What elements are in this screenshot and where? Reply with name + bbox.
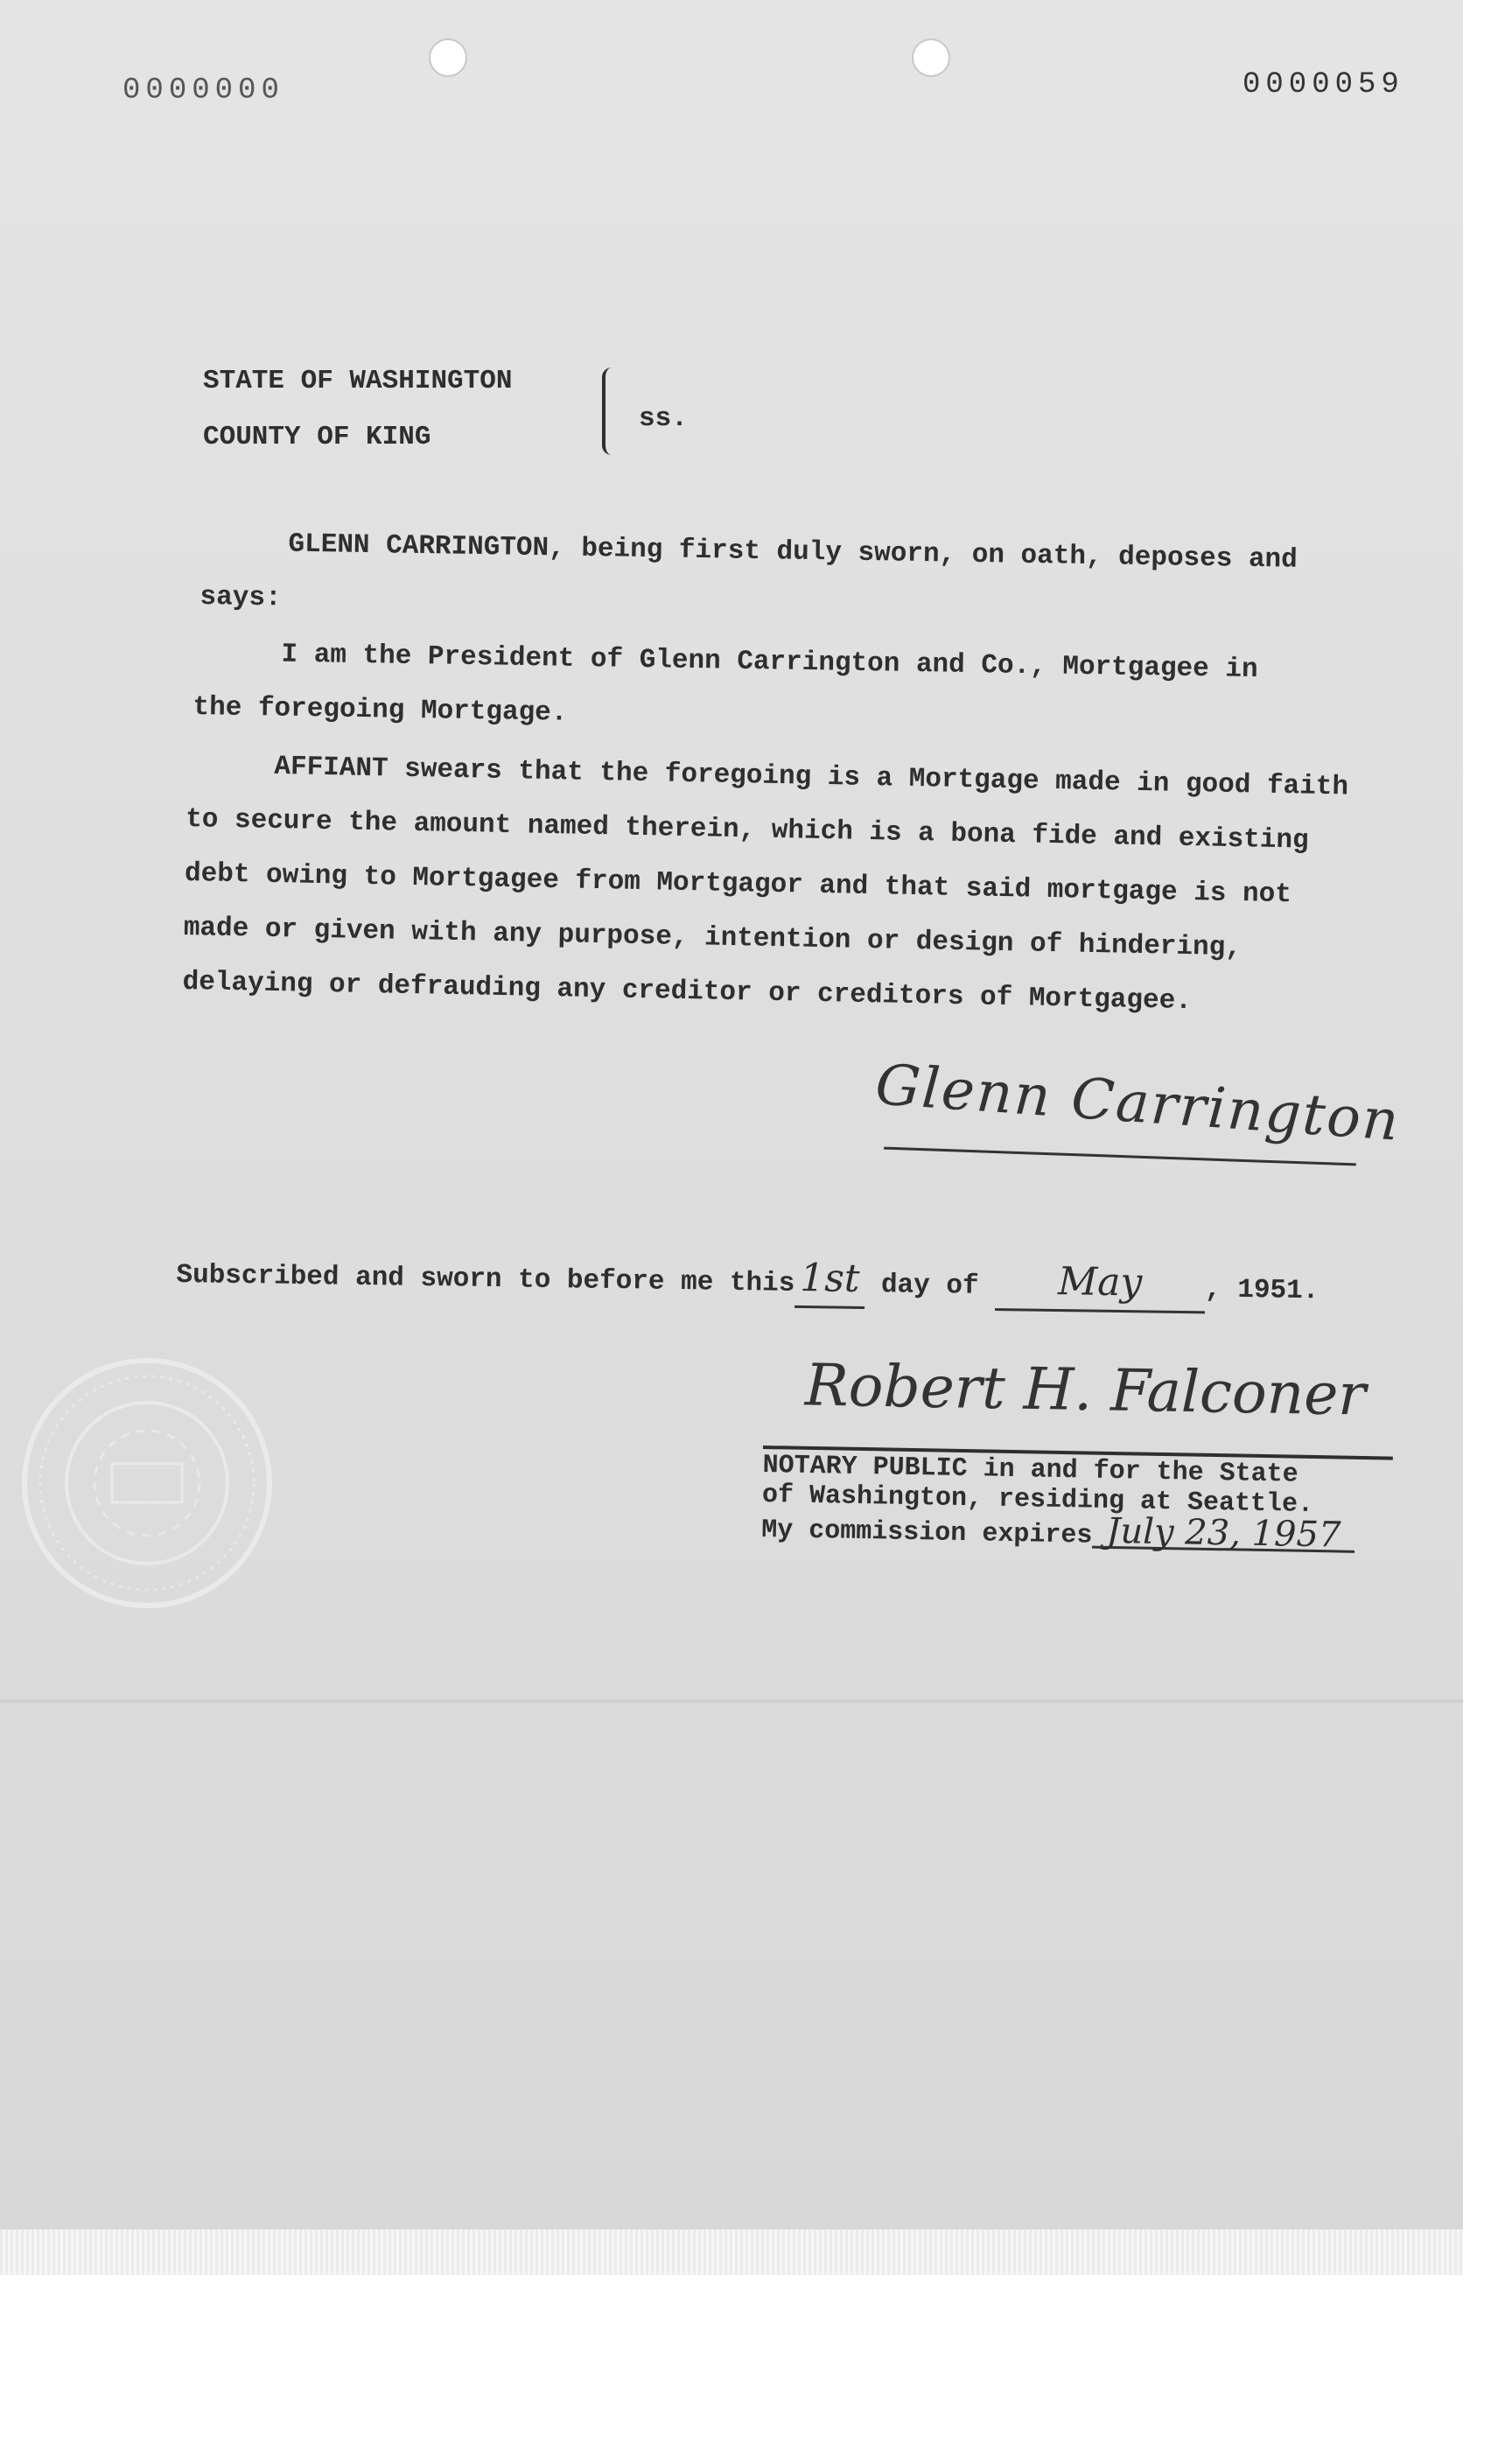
punch-hole-left: [429, 38, 467, 77]
notary-seal: [16, 1352, 278, 1614]
paragraph-1-text: GLENN CARRINGTON, being first duly sworn, on oath, deposes and says:: [200, 528, 1298, 614]
affiant-signature: Glenn Carrington: [873, 1053, 1403, 1154]
venue-county: COUNTY OF KING: [203, 422, 431, 452]
notary-expiry-label: My commission expires: [761, 1515, 1093, 1551]
affidavit-paragraph-3: [182, 738, 1360, 1032]
page-number-right: 0000059: [1242, 68, 1404, 102]
jurat-prefix: Subscribed and sworn to before me this: [176, 1259, 795, 1299]
venue-brace: [602, 368, 621, 455]
affiant-signature-line: [884, 1147, 1356, 1166]
jurat-year: , 1951.: [1204, 1274, 1320, 1307]
paragraph-3-text: AFFIANT swears that the foregoing is a Mortgage made in good faith to secure the amount named therein, which is a bona fide and existing debt owing to Mortgagee from Mortgagor and that said mortgage is not made or given with any purpose, intention or design of hindering, delaying or defrauding any creditor or creditors of Mortgagee.: [182, 751, 1349, 1018]
notary-line-2: of Washington, residing at Seattle.: [761, 1480, 1314, 1520]
fold-line: [0, 1699, 1463, 1703]
jurat-day: 1st: [794, 1251, 865, 1309]
punch-hole-right: [912, 38, 950, 77]
page-number-left: 0000000: [117, 68, 279, 102]
notary-line-1: NOTARY PUBLIC in and for the State: [762, 1450, 1298, 1490]
jurat-line: [176, 1242, 1320, 1319]
notary-block: [761, 1446, 1393, 1557]
notary-signature: Robert H. Falconer: [804, 1351, 1367, 1429]
affidavit-paragraph-2: [192, 626, 1323, 752]
notary-expiry-line: [761, 1510, 1392, 1557]
jurat-middle: day of: [880, 1270, 979, 1302]
venue-ss: ss.: [639, 403, 688, 434]
affidavit-paragraph-1: [200, 516, 1330, 642]
jurat-month: May: [995, 1254, 1206, 1313]
notary-expiry-date: July 23, 1957: [1092, 1516, 1355, 1553]
scan-edge-strip: [0, 2230, 1463, 2275]
paragraph-2-text: I am the President of Glenn Carrington and Co., Mortgagee in the foregoing Mortgage.: [192, 639, 1258, 729]
venue-state: STATE OF WASHINGTON: [203, 366, 513, 396]
